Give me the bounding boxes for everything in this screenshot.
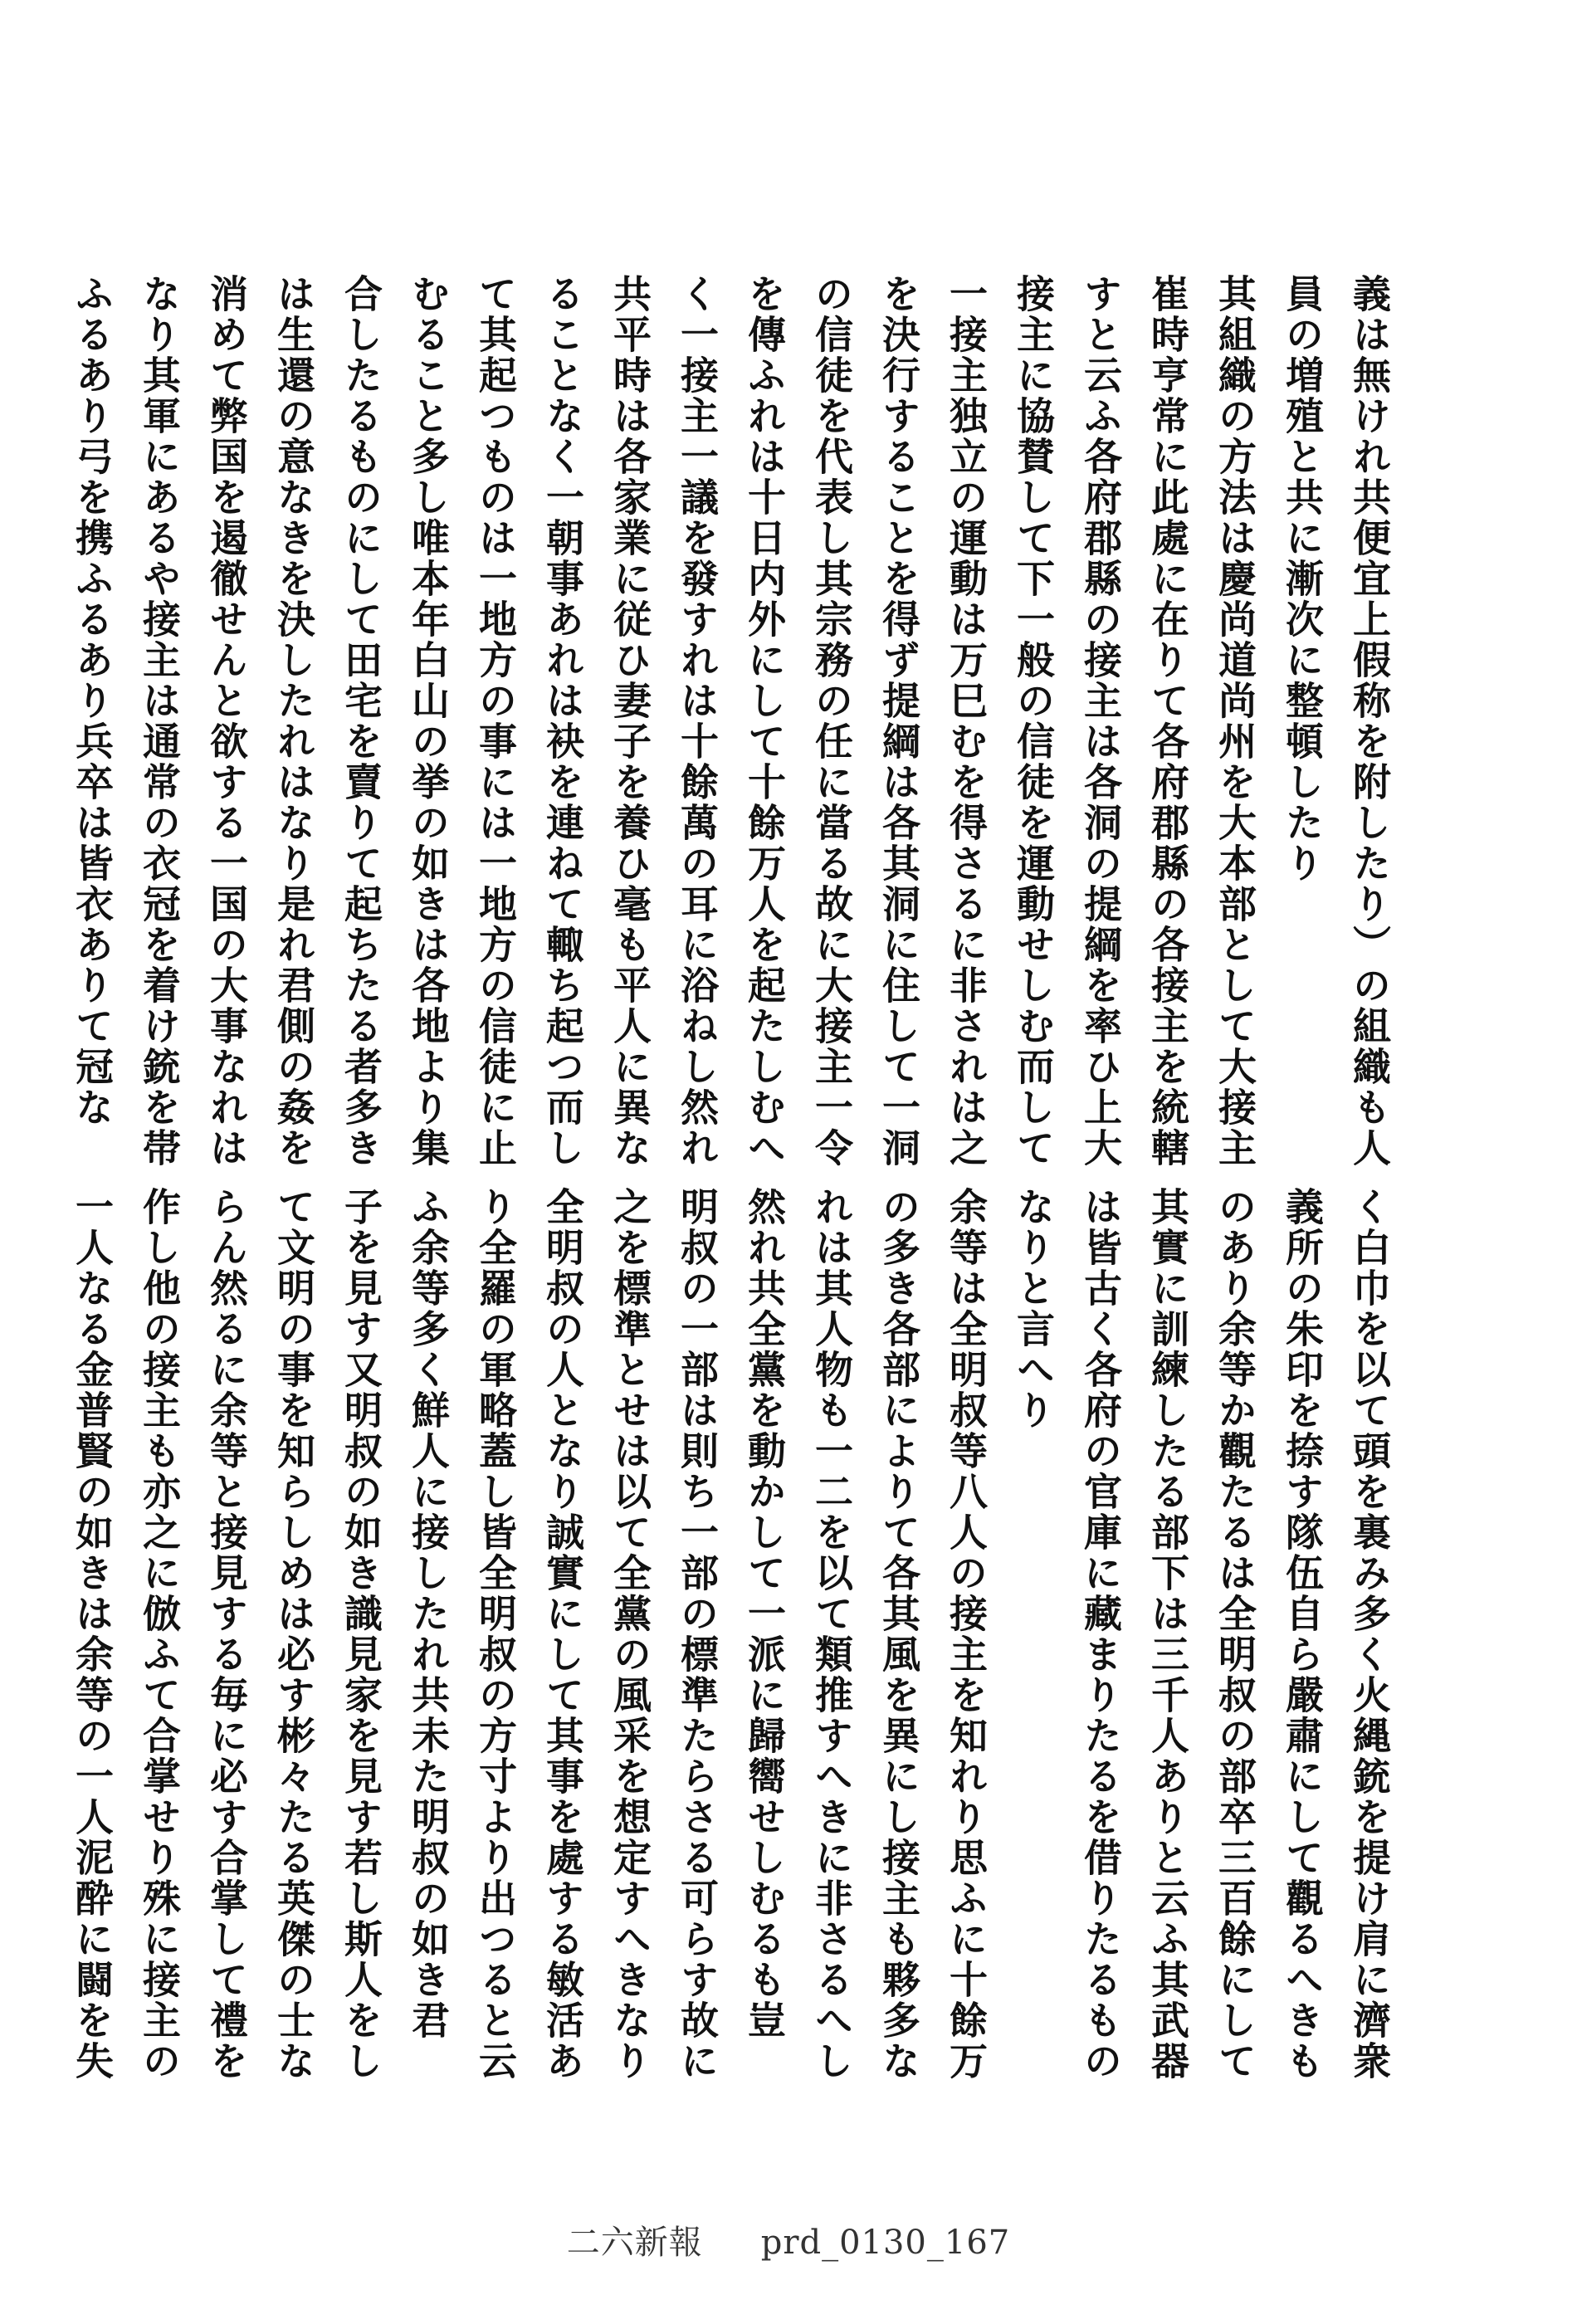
text-column: 員の増殖と共に漸次に整頓したり — [1280, 274, 1325, 884]
text-column: て文明の事を知らしめは必す彬々たる英傑の士な — [271, 1187, 316, 2082]
publication-name: 二六新報 — [566, 2224, 703, 2262]
text-column: 一接主独立の運動は万巳むを得さるに非されは之 — [944, 274, 989, 1169]
text-column: て其起つものは一地方の事には一地方の信徒に止 — [473, 274, 518, 1169]
text-column: は生還の意なきを決したれはなり是れ君側の姦を — [271, 274, 316, 1169]
text-block-lower — [70, 1187, 1403, 2082]
text-column: 全明叔の人となり誠實にして其事を處する敏活あ — [540, 1187, 585, 2082]
text-column: 共平時は各家業に従ひ妻子を養ひ毫も平人に異な — [608, 274, 652, 1169]
text-column: り全羅の軍略蓋し皆全明叔の方寸より出つると云 — [473, 1187, 518, 2082]
text-column: く白巾を以て頭を裏み多く火縄銃を提け肩に濟衆 — [1347, 1187, 1392, 2082]
text-column: を決行することを得ず提綱は各其洞に住して一洞 — [876, 274, 921, 1169]
text-column: の信徒を代表し其宗務の任に當る故に大接主一令 — [809, 274, 854, 1169]
text-column: 然れ共全黨を動かして一派に歸嚮せしむるも豈 — [742, 1187, 787, 2041]
text-column: の多き各部によりて各其風を異にし接主も夥多な — [876, 1187, 921, 2082]
text-column: なりと言へり — [1011, 1187, 1056, 1431]
text-column: 作し他の接主も亦之に倣ふて合掌せり殊に接主の — [137, 1187, 182, 2082]
text-column: むること多し唯本年白山の挙の如きは各地より集 — [406, 274, 451, 1169]
text-column: のあり余等か觀たるは全明叔の部卒三百餘にして — [1213, 1187, 1257, 2082]
text-column: ふるあり弓を携ふるあり兵卒は皆衣ありて冠な — [70, 274, 115, 1128]
text-column: 接主に協賛して下一般の信徒を運動せしむ而して — [1011, 274, 1056, 1169]
page-id: prd_0130_167 — [760, 2224, 1011, 2262]
text-column: すと云ふ各府郡縣の接主は各洞の提綱を率ひ上大 — [1078, 274, 1123, 1169]
text-column: らん然るに余等と接見する毎に必す合掌して禮を — [204, 1187, 249, 2082]
text-column: れは其人物も一二を以て類推すへきに非さるへし — [809, 1187, 854, 2082]
text-column: を傳ふれは十日内外にして十餘万人を起たしむへ — [742, 274, 787, 1169]
text-column: 崔時亨常に此處に在りて各府郡縣の各接主を統轄 — [1145, 274, 1190, 1169]
text-column: 其實に訓練したる部下は三千人ありと云ふ其武器 — [1145, 1187, 1190, 2082]
text-column: く一接主一議を發すれは十餘萬の耳に浴ねし然れ — [675, 274, 720, 1169]
text-column: ふ余等多く鮮人に接したれ共未た明叔の如き君 — [406, 1187, 451, 2041]
text-column: 消めて弊国を遏徹せんと欲する一国の大事なれは — [204, 274, 249, 1169]
text-column: 之を標準とせは以て全黨の風采を想定すへきなり — [608, 1187, 652, 2082]
text-column: 一人なる金普賢の如きは余等の一人泥酔に闘を失 — [70, 1187, 115, 2082]
text-column: 子を見す又明叔の如き識見家を見す若し斯人をし — [339, 1187, 383, 2082]
text-column: なり其軍にあるや接主は通常の衣冠を着け銃を帯 — [137, 274, 182, 1169]
text-column: 義所の朱印を捺す隊伍自ら嚴肅にして觀るへきも — [1280, 1187, 1325, 2082]
page-footer — [0, 2216, 1577, 2263]
text-column: 明叔の一部は則ち一部の標準たらさる可らす故に — [675, 1187, 720, 2082]
text-column: 其組織の方法は慶尚道尚州を大本部として大接主 — [1213, 274, 1257, 1169]
text-column: は皆古く各府の官庫に藏まりたるを借りたるもの — [1078, 1187, 1123, 2082]
text-block-upper — [70, 274, 1403, 1169]
text-column: 余等は全明叔等八人の接主を知れり思ふに十餘万 — [944, 1187, 989, 2082]
text-column: 合したるものにして田宅を賣りて起ちたる者多き — [339, 274, 383, 1169]
text-column: 義は無けれ共便宜上假称を附したり）の組織も人 — [1347, 274, 1392, 1169]
text-column: ることなく一朝事あれは袂を連ねて輙ち起つ而し — [540, 274, 585, 1169]
